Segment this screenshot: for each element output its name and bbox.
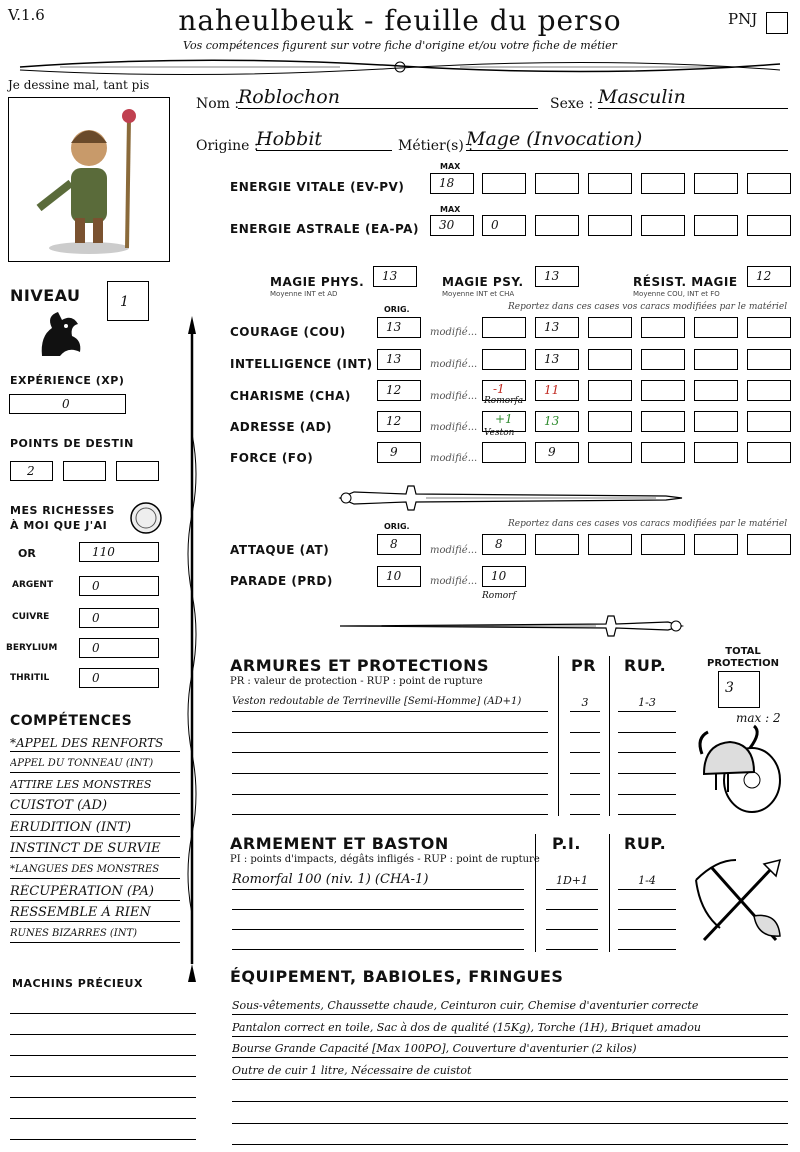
coin-icon — [128, 500, 164, 536]
at-box[interactable] — [535, 534, 579, 555]
skill-item[interactable]: *APPEL DES RENFORTS — [10, 735, 180, 752]
spear-divider-icon — [182, 314, 202, 986]
carac-orig-box[interactable]: 12 — [377, 380, 421, 401]
carac-box[interactable] — [641, 317, 685, 338]
armor-line[interactable] — [232, 794, 548, 795]
carac-box[interactable] — [747, 317, 791, 338]
carac-mod2-box[interactable]: 13 — [535, 411, 579, 432]
armor-row-name[interactable]: Veston redoutable de Terrineville [Semi-Homme] (AD+1) — [232, 696, 548, 712]
sexe-label: Sexe : — [550, 96, 594, 112]
carac-modif-label: modifié... — [430, 422, 478, 433]
carac-box[interactable] — [747, 349, 791, 370]
armor-line[interactable] — [232, 773, 548, 774]
xp-label: EXPÉRIENCE (XP) — [10, 374, 125, 387]
carac-box[interactable] — [641, 380, 685, 401]
equipment-line[interactable] — [232, 1107, 788, 1124]
magie-phys-box[interactable]: 13 — [373, 266, 417, 287]
skill-item[interactable]: RUNES BIZARRES (INT) — [10, 926, 180, 943]
ev-label: ENERGIE VITALE (EV-PV) — [230, 180, 405, 194]
resist-magie-sub: Moyenne COU, INT et FO — [633, 290, 720, 298]
magie-phys-label: MAGIE PHYS. — [270, 275, 365, 289]
at-box[interactable] — [747, 534, 791, 555]
ev-max-label: MAX — [440, 162, 461, 171]
armor-line[interactable] — [570, 773, 600, 774]
precious-line[interactable] — [10, 1076, 196, 1077]
crossed-weapons-icon — [692, 856, 788, 948]
armor-line[interactable] — [232, 732, 548, 733]
combat-orig-label: ORIG. — [384, 522, 410, 531]
destin-box[interactable]: 2 — [10, 461, 53, 481]
equipment-line[interactable]: Bourse Grande Capacité [Max 100PO], Couverture d'aventurier (2 kilos) — [232, 1041, 788, 1058]
ev-box[interactable] — [535, 173, 579, 194]
carac-box[interactable] — [588, 411, 632, 432]
wealth-box-or[interactable]: 110 — [79, 542, 159, 562]
equipment-line[interactable]: Pantalon correct en toile, Sac à dos de qualité (15Kg), Torche (1H), Briquet amadou — [232, 1020, 788, 1037]
carac-orig-box[interactable]: 9 — [377, 442, 421, 463]
carac-modif-label: modifié... — [430, 327, 478, 338]
magie-psy-box[interactable]: 13 — [535, 266, 579, 287]
precious-line[interactable] — [10, 1034, 196, 1035]
skills-label: COMPÉTENCES — [10, 713, 133, 729]
carac-box[interactable] — [747, 411, 791, 432]
max-protection-label: max : 2 — [736, 711, 781, 725]
carac-box[interactable] — [694, 380, 738, 401]
version-label: V.1.6 — [8, 6, 45, 24]
equipment-title: ÉQUIPEMENT, BABIOLES, FRINGUES — [230, 967, 564, 986]
precious-line[interactable] — [10, 1055, 196, 1056]
xp-box[interactable]: 0 — [9, 394, 126, 414]
carac-box[interactable] — [694, 442, 738, 463]
armor-line[interactable] — [618, 773, 676, 774]
equipment-line[interactable] — [232, 1144, 788, 1145]
carac-box[interactable] — [588, 349, 632, 370]
carac-name: ADRESSE (AD) — [230, 420, 333, 434]
armor-line[interactable] — [618, 732, 676, 733]
combat-note: Reportez dans ces cases vos caracs modifiées par le matériel — [508, 519, 788, 529]
carac-modif-label: modifié... — [430, 359, 478, 370]
precious-label: MACHINS PRÉCIEUX — [12, 977, 143, 990]
ev-box[interactable] — [588, 173, 632, 194]
armor-line[interactable] — [570, 732, 600, 733]
weapons-col-divider — [609, 834, 610, 952]
carac-box[interactable] — [694, 317, 738, 338]
carac-box[interactable] — [694, 411, 738, 432]
dragon-icon — [32, 306, 88, 362]
portrait-frame — [8, 97, 170, 262]
caracs-note: Reportez dans ces cases vos caracs modifiées par le matériel — [508, 302, 788, 312]
weapons-rup-header: RUP. — [624, 834, 667, 853]
at-box[interactable] — [588, 534, 632, 555]
skill-item[interactable]: INSTINCT DE SURVIE — [10, 841, 180, 858]
skill-item[interactable]: ATTIRE LES MONSTRES — [10, 777, 180, 794]
sword-divider-icon — [336, 606, 686, 646]
carac-box[interactable] — [747, 380, 791, 401]
skill-item[interactable]: CUISTOT (AD) — [10, 798, 180, 815]
armor-rup-header: RUP. — [624, 656, 667, 675]
carac-name: FORCE (FO) — [230, 451, 314, 465]
ad-note: Veston — [484, 428, 515, 438]
armor-subtitle: PR : valeur de protection - RUP : point de rupture — [230, 676, 483, 687]
resist-magie-box[interactable]: 12 — [747, 266, 791, 287]
carac-box[interactable] — [641, 411, 685, 432]
hobbit-portrait-icon — [9, 98, 167, 259]
total-protection-label: TOTAL PROTECTION — [707, 646, 779, 669]
wealth-box-cuivre[interactable]: 0 — [79, 608, 159, 628]
carac-modif-label: modifié... — [430, 391, 478, 402]
ev-box[interactable] — [641, 173, 685, 194]
nom-field[interactable]: Roblochon — [238, 86, 538, 109]
ea-box[interactable] — [641, 215, 685, 236]
cha-note: Romorfa — [484, 396, 524, 406]
armor-line[interactable] — [570, 814, 600, 815]
carac-box[interactable] — [641, 349, 685, 370]
carac-mod1-box[interactable]: -1 — [482, 380, 526, 401]
nom-label: Nom : — [196, 96, 240, 112]
wealth-box-argent[interactable]: 0 — [79, 576, 159, 596]
wealth-name: OR — [18, 547, 36, 560]
at-orig-box[interactable]: 8 — [377, 534, 421, 555]
armor-title: ARMURES ET PROTECTIONS — [230, 656, 489, 675]
niveau-label: NIVEAU — [10, 286, 81, 305]
portrait-caption: Je dessine mal, tant pis — [8, 78, 150, 92]
weapon-line[interactable] — [546, 929, 598, 930]
carac-box[interactable] — [641, 442, 685, 463]
ea-box[interactable] — [588, 215, 632, 236]
magie-psy-sub: Moyenne INT et CHA — [442, 290, 515, 298]
prd-modif-label: modifié... — [430, 576, 478, 587]
sword-divider-icon — [336, 478, 686, 518]
magie-psy-label: MAGIE PSY. — [442, 275, 524, 289]
helmet-shield-icon — [694, 724, 786, 816]
wealth-box-thritil[interactable]: 0 — [79, 668, 159, 688]
metier-label: Métier(s) : — [398, 138, 473, 154]
niveau-box[interactable]: 1 — [107, 281, 149, 321]
skill-item[interactable]: APPEL DU TONNEAU (INT) — [10, 756, 180, 773]
carac-orig-box[interactable]: 12 — [377, 411, 421, 432]
armor-line[interactable] — [618, 794, 676, 795]
sexe-field[interactable]: Masculin — [598, 86, 788, 109]
magie-phys-sub: Moyenne INT et AD — [270, 290, 338, 298]
equipment-line[interactable] — [232, 1085, 788, 1102]
armor-row-rup[interactable]: 1-3 — [618, 696, 676, 712]
weapon-line[interactable] — [232, 929, 524, 930]
weapon-row-rup[interactable]: 1-4 — [618, 874, 676, 890]
carac-mod2-box[interactable]: 11 — [535, 380, 579, 401]
ea-max-label: MAX — [440, 205, 461, 214]
at-box[interactable] — [641, 534, 685, 555]
carac-mod1-box[interactable]: +1 — [482, 411, 526, 432]
at-box[interactable] — [694, 534, 738, 555]
ea-max-box[interactable]: 30 — [430, 215, 474, 236]
caracs-orig-label: ORIG. — [384, 305, 410, 314]
at-label: ATTAQUE (AT) — [230, 543, 330, 557]
armor-line[interactable] — [570, 794, 600, 795]
prd-note: Romorf — [482, 591, 516, 601]
equipment-line[interactable]: Outre de cuir 1 litre, Nécessaire de cuistot — [232, 1063, 788, 1080]
wealth-box-berylium[interactable]: 0 — [79, 638, 159, 658]
prd-label: PARADE (PRD) — [230, 574, 333, 588]
skill-item[interactable]: ÉRUDITION (INT) — [10, 820, 180, 837]
carac-name: CHARISME (CHA) — [230, 389, 351, 403]
skill-item[interactable]: RÉCUPÉRATION (PA) — [10, 884, 180, 901]
wealth-name: CUIVRE — [12, 612, 50, 622]
wealth-label: MES RICHESSES À MOI QUE J'AI — [10, 504, 115, 532]
at-modif-label: modifié... — [430, 545, 478, 556]
resist-magie-label: RÉSIST. MAGIE — [633, 275, 738, 289]
skill-item[interactable]: *LANGUES DES MONSTRES — [10, 862, 180, 879]
armor-line[interactable] — [232, 752, 548, 753]
weapon-row-pi[interactable]: 1D+1 — [546, 874, 598, 890]
pnj-label: PNJ — [728, 10, 758, 28]
precious-line[interactable] — [10, 1097, 196, 1098]
prd-orig-box[interactable]: 10 — [377, 566, 421, 587]
carac-name: COURAGE (COU) — [230, 325, 346, 339]
armor-pr-header: PR — [571, 656, 597, 675]
weapon-row-name[interactable]: Romorfal 100 (niv. 1) (CHA-1) — [232, 872, 524, 890]
ev-box[interactable] — [694, 173, 738, 194]
armor-line[interactable] — [618, 752, 676, 753]
ea-current-box[interactable]: 0 — [482, 215, 526, 236]
carac-orig-box[interactable]: 13 — [377, 349, 421, 370]
weapons-subtitle: PI : points d'impacts, dégâts infligés - RUP : point de rupture — [230, 854, 540, 865]
metier-field[interactable]: Mage (Invocation) — [466, 128, 788, 151]
carac-orig-box[interactable]: 13 — [377, 317, 421, 338]
precious-line[interactable] — [10, 1139, 196, 1140]
ea-box[interactable] — [535, 215, 579, 236]
carac-mod1-box[interactable] — [482, 442, 526, 463]
ev-box[interactable] — [482, 173, 526, 194]
wealth-name: ARGENT — [12, 580, 54, 590]
ea-box[interactable] — [747, 215, 791, 236]
destin-label: POINTS DE DESTIN — [10, 437, 134, 450]
carac-name: INTELLIGENCE (INT) — [230, 357, 373, 371]
weapons-pi-header: P.I. — [552, 834, 581, 853]
armor-row-pr[interactable]: 3 — [570, 696, 600, 712]
weapon-line[interactable] — [232, 909, 524, 910]
carac-box[interactable] — [588, 317, 632, 338]
prd-mod-box[interactable]: 10 — [482, 566, 526, 587]
wealth-name: THRITIL — [10, 673, 50, 683]
carac-mod2-box[interactable]: 9 — [535, 442, 579, 463]
total-protection-box[interactable]: 3 — [718, 671, 760, 708]
carac-mod1-box[interactable] — [482, 317, 526, 338]
armor-col-divider — [609, 656, 610, 816]
carac-box[interactable] — [747, 442, 791, 463]
carac-mod2-box[interactable]: 13 — [535, 349, 579, 370]
weapon-line[interactable] — [546, 909, 598, 910]
destin-box[interactable] — [63, 461, 106, 481]
precious-line[interactable] — [10, 1013, 196, 1014]
carac-mod2-box[interactable]: 13 — [535, 317, 579, 338]
weapon-line[interactable] — [618, 909, 676, 910]
at-mod-box[interactable]: 8 — [482, 534, 526, 555]
weapons-title: ARMEMENT ET BASTON — [230, 834, 449, 853]
weapon-line[interactable] — [232, 949, 524, 950]
weapons-col-divider — [535, 834, 536, 952]
armor-line[interactable] — [570, 752, 600, 753]
armor-line[interactable] — [232, 814, 548, 815]
ea-label: ENERGIE ASTRALE (EA-PA) — [230, 222, 419, 236]
ev-box[interactable] — [747, 173, 791, 194]
wealth-name: BERYLIUM — [6, 643, 58, 653]
carac-box[interactable] — [694, 349, 738, 370]
page-subtitle: Vos compétences figurent sur votre fiche d'origine et/ou votre fiche de métier — [183, 39, 617, 52]
equipment-line[interactable]: Sous-vêtements, Chaussette chaude, Ceinturon cuir, Chemise d'aventurier correcte — [232, 998, 788, 1015]
page-title: naheulbeuk - feuille du perso — [178, 4, 622, 37]
weapon-line[interactable] — [546, 949, 598, 950]
armor-line[interactable] — [618, 814, 676, 815]
destin-box[interactable] — [116, 461, 159, 481]
carac-box[interactable] — [588, 442, 632, 463]
weapon-line[interactable] — [618, 949, 676, 950]
ea-box[interactable] — [694, 215, 738, 236]
ev-max-box[interactable]: 18 — [430, 173, 474, 194]
weapon-line[interactable] — [618, 929, 676, 930]
precious-line[interactable] — [10, 1118, 196, 1119]
armor-col-divider — [558, 656, 559, 816]
origine-label: Origine : — [196, 138, 259, 154]
pnj-checkbox[interactable] — [766, 12, 788, 34]
carac-modif-label: modifié... — [430, 453, 478, 464]
carac-box[interactable] — [588, 380, 632, 401]
carac-mod1-box[interactable] — [482, 349, 526, 370]
skill-item[interactable]: RESSEMBLE À RIEN — [10, 905, 180, 922]
origine-field[interactable]: Hobbit — [256, 128, 392, 151]
